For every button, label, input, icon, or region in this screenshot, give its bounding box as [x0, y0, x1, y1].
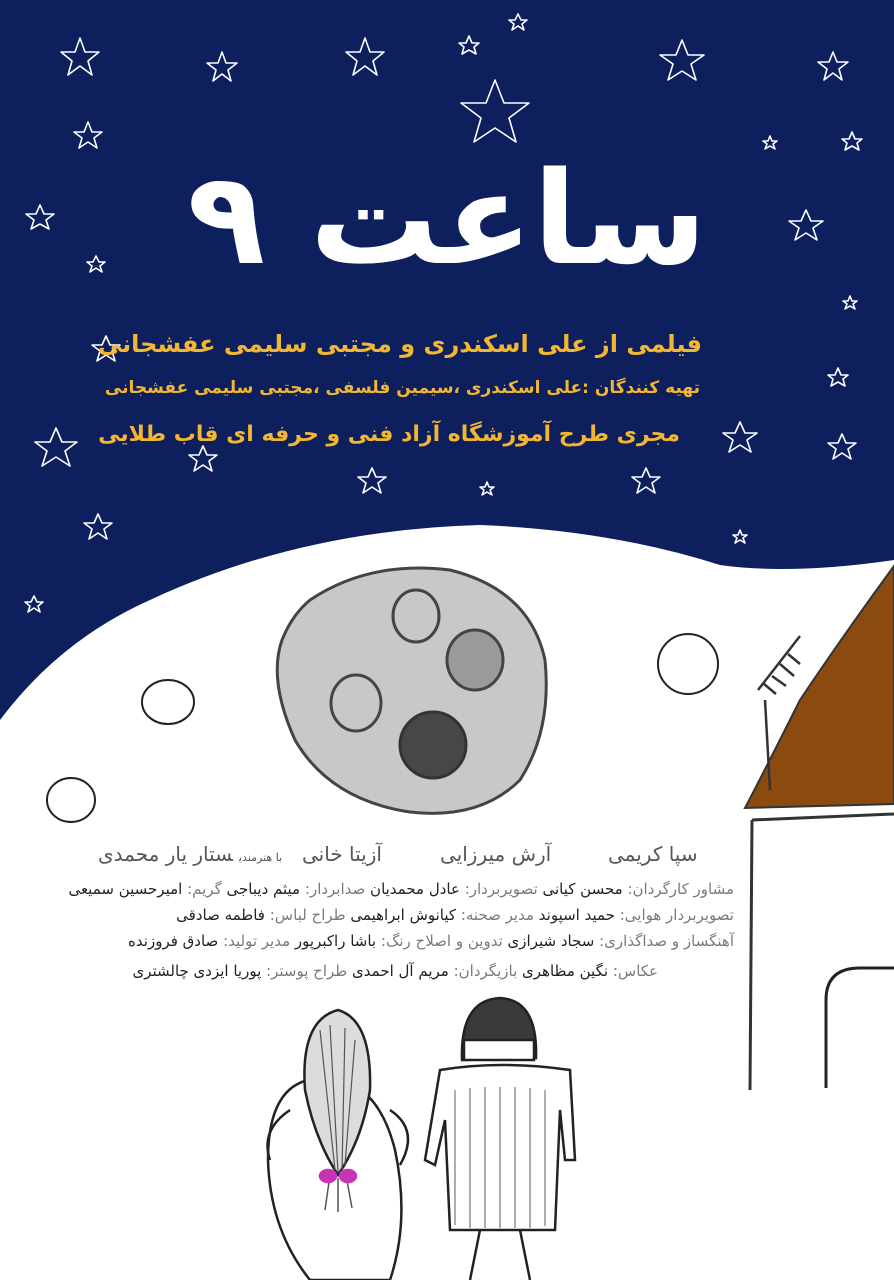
cast-featuring	[98, 842, 282, 866]
crew-row	[176, 906, 734, 924]
cast-name: ستار یار محمدی	[98, 842, 233, 866]
moon-crater	[331, 675, 381, 731]
hair-bow	[320, 1170, 336, 1182]
poster-title: ساعت ۹	[187, 145, 707, 294]
crew-member: مریم آل احمدی	[352, 962, 449, 980]
crew-role: صدابردار:	[304, 880, 366, 898]
star-icon	[829, 582, 847, 598]
crew-role: عکاس:	[612, 962, 658, 980]
crater-outline	[142, 680, 194, 724]
crew-role: طراح پوستر:	[266, 962, 348, 980]
crew-member: باشا راکبرپور	[294, 932, 377, 950]
featuring-prefix: با هنرمندی	[239, 851, 283, 864]
crew-role: طراح لباس:	[269, 906, 346, 924]
crew-row	[68, 880, 734, 898]
director-credit: فیلمی از علی اسکندری و مجتبی سلیمی عفشجانی	[97, 330, 702, 358]
girl-figure	[268, 1010, 409, 1280]
crew-role: تصویربردار:	[464, 880, 538, 898]
moon-crater	[393, 590, 439, 642]
moon-crater	[400, 712, 466, 778]
crew-member: محسن کیانی	[542, 880, 623, 898]
boy-figure	[425, 998, 575, 1280]
moon-crater	[447, 630, 503, 690]
house	[745, 566, 894, 1090]
cast-name: آزیتا خانی	[302, 842, 382, 866]
cast-name: آرش میرزایی	[440, 842, 552, 866]
crew-member: امیرحسین سمیعی	[68, 880, 183, 898]
crew-role: مشاور کارگردان:	[627, 880, 734, 898]
crew-role: تصویربردار هوایی:	[619, 906, 734, 924]
crew-row	[132, 962, 658, 980]
house-door	[826, 968, 894, 1088]
producers-credit: تهیه کنندگان :علی اسکندری ،سیمین فلسفی ،مجتبی سلیمی عفشجانی	[104, 378, 700, 398]
crew-role: آهنگساز و صداگذاری:	[599, 932, 734, 950]
crew-member: عادل محمدیان	[370, 880, 460, 898]
crew-member: فاطمه صادقی	[176, 906, 265, 924]
executive-credit: مجری طرح آموزشگاه آزاد فنی و حرفه ای قاب طلایی	[98, 422, 680, 447]
crew-member: صادق فروزنده	[128, 932, 219, 950]
crew-member: نگین مظاهری	[522, 962, 609, 980]
crater-outline	[47, 778, 95, 822]
crew-role: مدیر صحنه:	[460, 906, 534, 924]
crew-role: مدیر تولید:	[223, 932, 291, 950]
crater-outline	[658, 634, 718, 694]
crew-member: سجاد شیرازی	[507, 932, 595, 950]
crew-member: کیانوش ابراهیمی	[350, 906, 457, 924]
crew-role: تدوین و اصلاح رنگ:	[380, 932, 503, 950]
cast-name: سپا کریمی	[608, 842, 698, 866]
crew-role: گریم:	[187, 880, 222, 898]
crew-member: پوریا ایزدی چالشتری	[132, 962, 262, 980]
crew-role: بازیگردان:	[453, 962, 518, 980]
crew-member: میثم دیباجی	[226, 880, 301, 898]
crew-member: حمید اسپوند	[538, 906, 615, 924]
crew-row	[128, 932, 734, 950]
house-wall	[750, 814, 894, 1090]
moon	[277, 568, 546, 813]
